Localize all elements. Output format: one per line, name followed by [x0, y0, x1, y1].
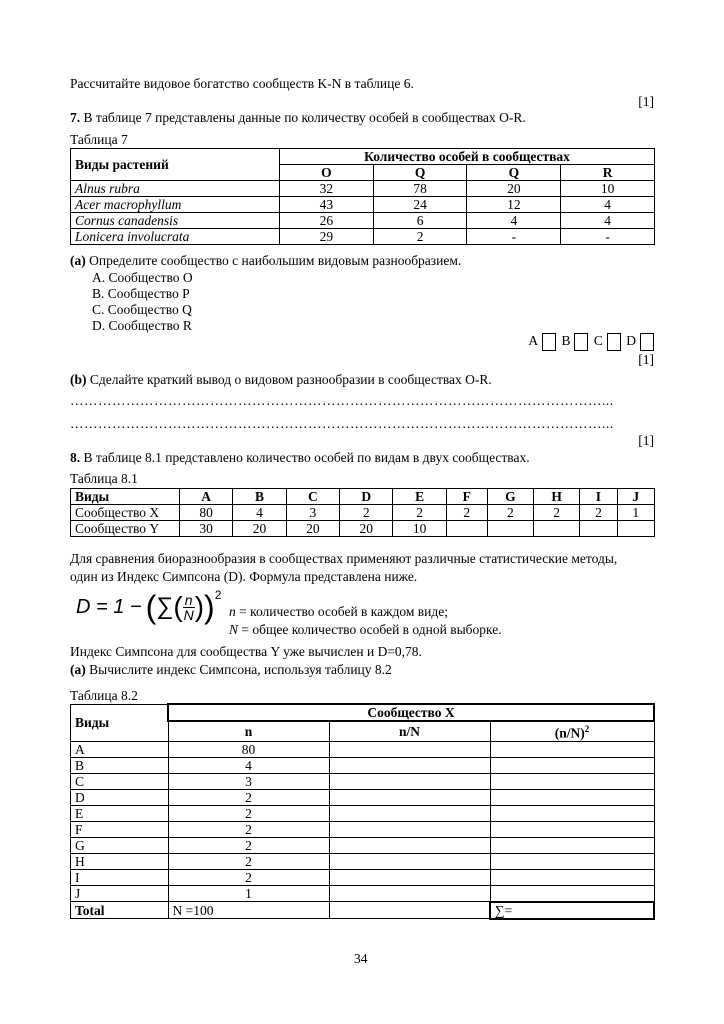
table-row: I 2: [71, 869, 655, 885]
table7-col: Q: [467, 165, 561, 181]
input-cell[interactable]: [490, 773, 654, 789]
table-row: H 2: [71, 853, 655, 869]
t2-col-n: n: [168, 721, 329, 741]
simpson-y-text: Индекс Симпсона для сообщества Y уже вычислен и D=0,78.: [70, 644, 422, 659]
table-row: B 4: [71, 757, 655, 773]
q7-text: 7. В таблице 7 представлены данные по количеству особей в сообществах O-R.: [70, 110, 526, 125]
table-row: F 2: [71, 821, 655, 837]
table7-group-header: Количество особей в сообществах: [280, 149, 655, 165]
input-cell[interactable]: [329, 805, 490, 821]
table-8-2: [70, 703, 655, 920]
option-c: C. Сообщество Q: [92, 302, 192, 317]
mark-2: [1]: [638, 352, 654, 367]
table-row: Lonicera involucrata 29 2 - -: [71, 229, 655, 245]
table82-caption: Таблица 8.2: [70, 688, 138, 703]
table7-col: O: [280, 165, 374, 181]
input-cell[interactable]: [329, 902, 490, 919]
table7-col: Q: [373, 165, 467, 181]
table-row: Сообщество X 80 4 3 2 2 2 2 2 2 1: [71, 505, 655, 521]
def-n: n = количество особей в каждом виде;: [229, 604, 448, 619]
q8-text: 8. В таблице 8.1 представлено количество особей по видам в двух сообществах.: [70, 450, 530, 465]
q8-para-1: Для сравнения биоразнообразия в сообществах применяют различные статистические методы,: [70, 551, 618, 566]
input-cell[interactable]: [329, 773, 490, 789]
table7-col: R: [561, 165, 655, 181]
total-n: N =100: [168, 902, 329, 919]
table81-caption: Таблица 8.1: [70, 471, 138, 486]
input-cell[interactable]: [329, 885, 490, 902]
input-cell[interactable]: [329, 853, 490, 869]
q7b-text: (b) Сделайте краткий вывод о видовом разнообразии в сообществах O-R.: [70, 372, 492, 387]
table-7: [70, 148, 655, 245]
input-cell[interactable]: [329, 837, 490, 853]
def-N: N = общее количество особей в одной выборке.: [229, 622, 502, 637]
input-cell[interactable]: [490, 885, 654, 902]
answer-checkbox-b[interactable]: [574, 333, 588, 351]
input-cell[interactable]: [329, 757, 490, 773]
q8a-text: (a) Вычислите индекс Симпсона, используя таблицу 8.2: [70, 662, 392, 677]
table7-caption: Таблица 7: [70, 132, 128, 147]
table-row: Виды A B C D E F G H I J: [71, 489, 655, 505]
input-cell[interactable]: [329, 741, 490, 757]
simpson-formula: D = 1 − ( ∑ ( n N ) ) 2: [76, 588, 222, 625]
answer-checkbox-c[interactable]: [607, 333, 621, 351]
table-row: J 1: [71, 885, 655, 902]
table-row: Acer macrophyllum 43 24 12 4: [71, 197, 655, 213]
input-cell[interactable]: [490, 741, 654, 757]
answer-line-2[interactable]: ……………………………………………………………………………………………………...: [70, 416, 614, 431]
fraction: n N: [183, 591, 194, 623]
option-a: A. Сообщество O: [92, 270, 193, 285]
table-row: Alnus rubra 32 78 20 10: [71, 181, 655, 197]
input-cell[interactable]: [329, 789, 490, 805]
input-cell[interactable]: [490, 869, 654, 885]
answer-checkbox-d[interactable]: [640, 333, 654, 351]
t2-species-header: Виды: [71, 704, 169, 741]
answer-line-1[interactable]: ……………………………………………………………………………………………………...: [70, 393, 614, 408]
table-8-1: [70, 488, 655, 537]
table-row: D 2: [71, 789, 655, 805]
answer-boxes: A B C D: [528, 333, 656, 351]
page-number: 34: [354, 951, 368, 966]
input-cell[interactable]: [329, 821, 490, 837]
t2-group-header: Сообщество X: [168, 704, 654, 721]
intro-text: Рассчитайте видовое богатство сообществ K-N в таблице 6.: [70, 76, 414, 91]
table7-species-header: Виды растений: [71, 149, 280, 181]
table-row: C 3: [71, 773, 655, 789]
total-label: Total: [71, 902, 169, 919]
mark-3: [1]: [638, 433, 654, 448]
input-cell[interactable]: [490, 821, 654, 837]
table-row: G 2: [71, 837, 655, 853]
table-row: Cornus canadensis 26 6 4 4: [71, 213, 655, 229]
table-row: E 2: [71, 805, 655, 821]
q7a-text: (a) Определите сообщество с наибольшим видовым разнообразием.: [70, 253, 462, 268]
option-b: B. Сообщество P: [92, 286, 190, 301]
t2-col-nN2: $(n/N)^2$: [490, 721, 654, 741]
option-d: D. Сообщество R: [92, 318, 192, 333]
t2-col-nN: n/N: [329, 721, 490, 741]
total-sum[interactable]: ∑=: [490, 902, 654, 919]
table-row-total: [71, 902, 655, 919]
input-cell[interactable]: [490, 805, 654, 821]
table-row: A 80: [71, 741, 655, 757]
answer-checkbox-a[interactable]: [542, 333, 556, 351]
input-cell[interactable]: [490, 789, 654, 805]
input-cell[interactable]: [490, 853, 654, 869]
input-cell[interactable]: [490, 757, 654, 773]
q8-para-2: один из Индекс Симпсона (D). Формула представлена ниже.: [70, 569, 418, 584]
mark-1: [1]: [638, 94, 654, 109]
table-row: Сообщество Y 30 20 20 20 10: [71, 521, 655, 537]
input-cell[interactable]: [490, 837, 654, 853]
input-cell[interactable]: [329, 869, 490, 885]
